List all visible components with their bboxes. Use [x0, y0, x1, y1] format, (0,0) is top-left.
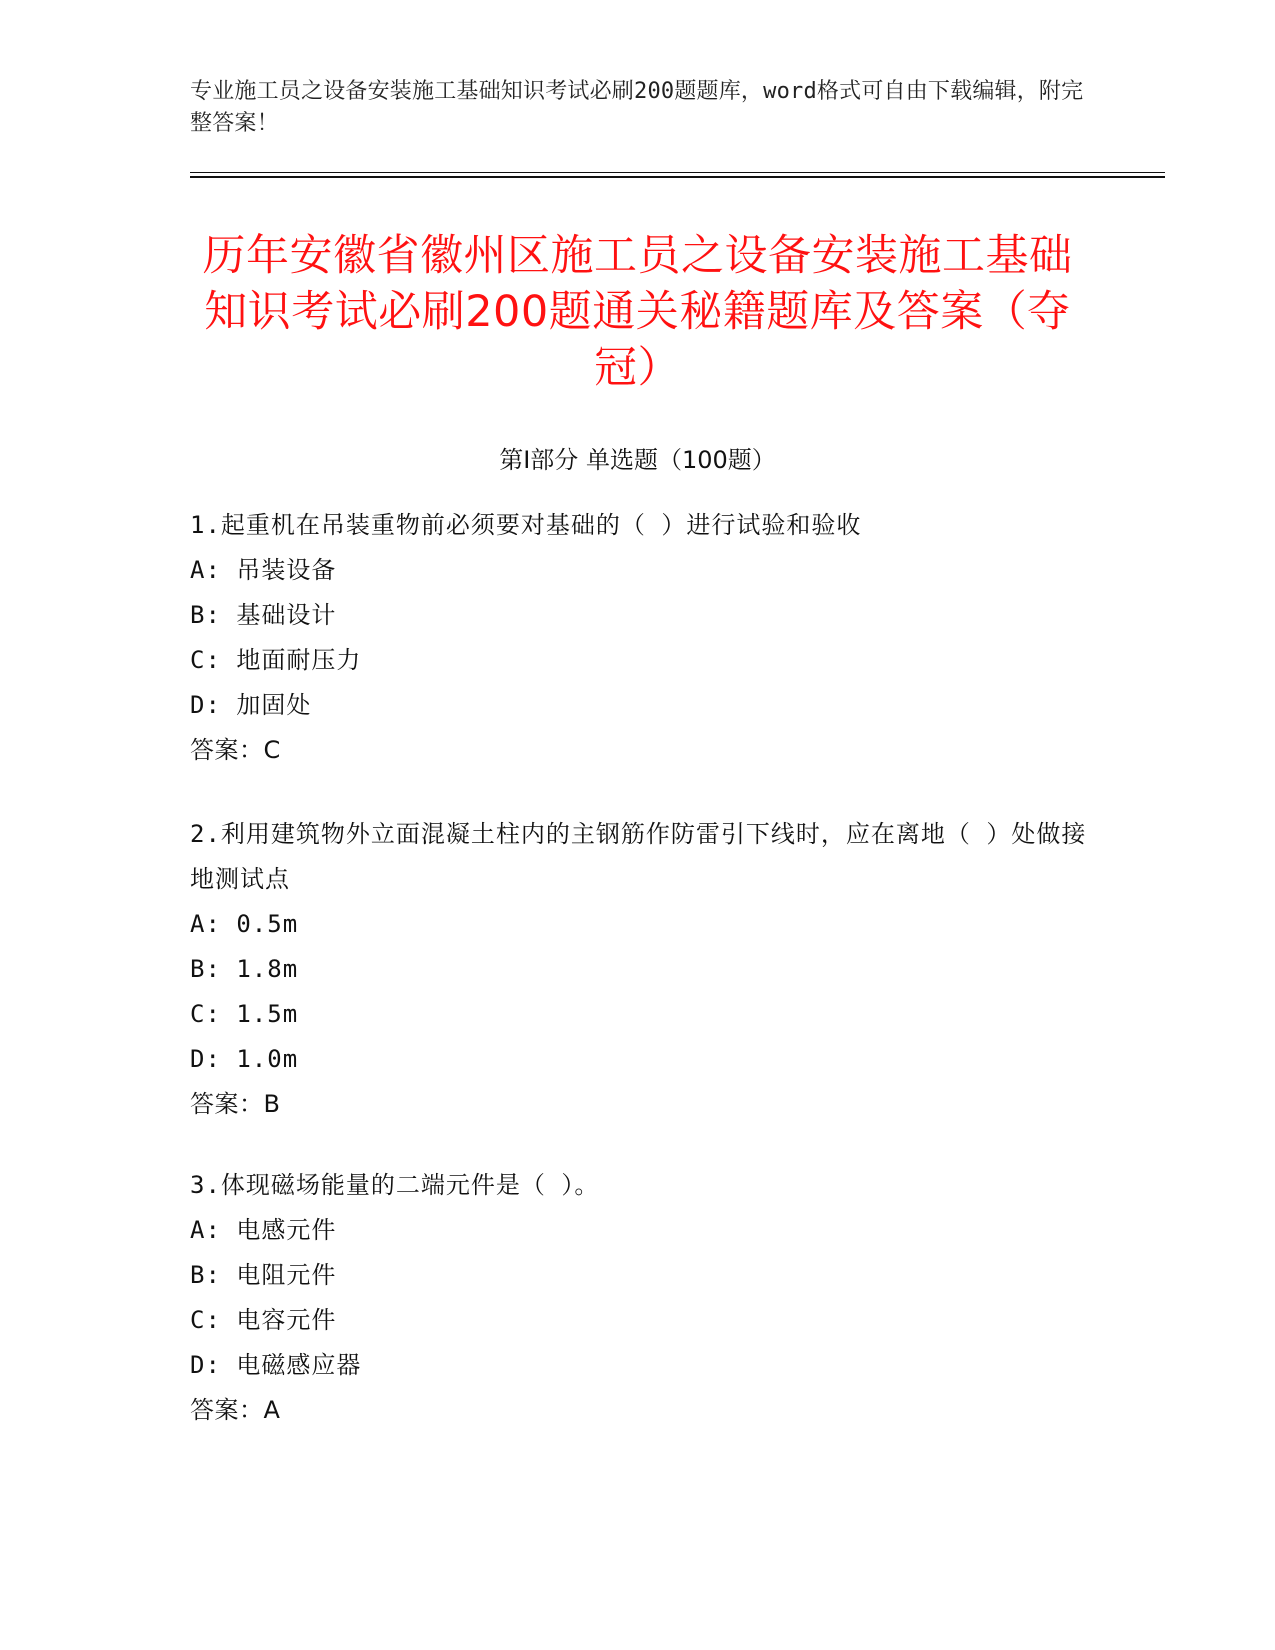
- option-d: D: 加固处: [190, 691, 312, 719]
- option-d: D: 1.0m: [190, 1045, 299, 1073]
- option-a: A: 0.5m: [190, 910, 299, 938]
- option-a: A: 电感元件: [190, 1216, 337, 1244]
- option-d: D: 电磁感应器: [190, 1351, 362, 1379]
- section-title: 第Ⅰ部分 单选题（100题）: [499, 446, 776, 474]
- option-c: C: 电容元件: [190, 1306, 337, 1334]
- option-b: B: 基础设计: [190, 601, 337, 629]
- option-b: B: 电阻元件: [190, 1261, 337, 1289]
- answer: 答案：B: [190, 1090, 281, 1118]
- question-stem: 1.起重机在吊装重物前必须要对基础的（ ）进行试验和验收: [190, 511, 862, 539]
- header-divider-bottom: [190, 176, 1165, 178]
- question-2: [190, 812, 1090, 1127]
- option-b: B: 1.8m: [190, 955, 299, 983]
- option-a: A: 吊装设备: [190, 556, 337, 584]
- option-c: C: 1.5m: [190, 1000, 299, 1028]
- document-title: 历年安徽省徽州区施工员之设备安装施工基础知识考试必刷200题通关秘籍题库及答案（夺冠）: [202, 231, 1073, 393]
- option-c: C: 地面耐压力: [190, 646, 362, 674]
- answer: 答案：A: [190, 1396, 281, 1424]
- header-note: 专业施工员之设备安装施工基础知识考试必刷200题题库，word格式可自由下载编辑，附完整答案！: [190, 79, 1084, 136]
- question-1: [190, 503, 1090, 773]
- question-stem: 2.利用建筑物外立面混凝土柱内的主钢筋作防雷引下线时，应在离地（ ）处做接地测试点: [190, 820, 1087, 893]
- question-stem: 3.体现磁场能量的二端元件是（ ）。: [190, 1171, 600, 1199]
- header-divider-top: [190, 172, 1165, 173]
- answer: 答案：C: [190, 736, 281, 764]
- question-3: [190, 1163, 1090, 1433]
